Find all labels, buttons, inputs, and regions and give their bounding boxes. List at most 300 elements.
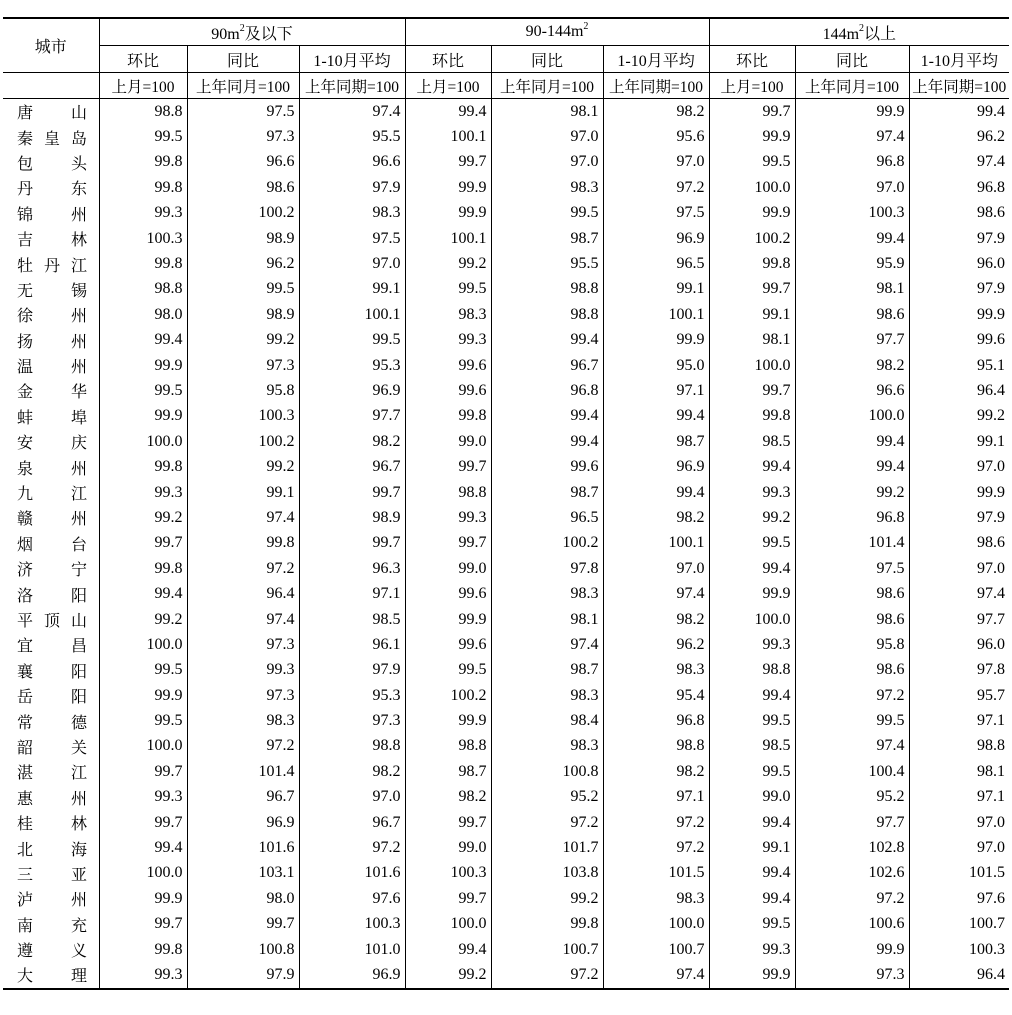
value-cell: 97.0 <box>299 785 405 810</box>
city-name-char: 徐 <box>17 308 34 326</box>
value-cell: 99.4 <box>405 937 491 962</box>
value-cell: 99.0 <box>405 556 491 581</box>
value-cell: 96.6 <box>299 150 405 175</box>
value-cell: 97.9 <box>909 226 1009 251</box>
city-cell <box>3 505 99 530</box>
city-name-char: 江 <box>70 486 87 504</box>
value-cell: 97.4 <box>795 734 909 759</box>
city-cell <box>3 378 99 403</box>
value-cell: 98.8 <box>99 277 187 302</box>
value-cell: 100.1 <box>603 302 709 327</box>
value-cell: 99.1 <box>709 835 795 860</box>
value-cell: 98.6 <box>795 607 909 632</box>
table-row <box>3 251 1009 276</box>
value-cell: 97.2 <box>795 683 909 708</box>
value-cell: 99.2 <box>909 404 1009 429</box>
value-cell: 99.2 <box>491 886 603 911</box>
city-name-char: 温 <box>17 359 34 377</box>
value-cell: 100.0 <box>709 607 795 632</box>
value-cell: 100.2 <box>491 531 603 556</box>
table-row <box>3 759 1009 784</box>
value-cell: 99.4 <box>491 328 603 353</box>
table-row <box>3 708 1009 733</box>
city-cell <box>3 480 99 505</box>
value-cell: 99.7 <box>709 378 795 403</box>
base-header: 上月=100 <box>405 73 491 99</box>
table-row <box>3 658 1009 683</box>
value-cell: 99.5 <box>299 328 405 353</box>
table-row <box>3 480 1009 505</box>
value-cell: 96.2 <box>603 632 709 657</box>
city-name-char: 林 <box>70 816 87 834</box>
value-cell: 103.1 <box>187 861 299 886</box>
table-row <box>3 404 1009 429</box>
value-cell: 96.2 <box>187 251 299 276</box>
city-cell <box>3 251 99 276</box>
table-row <box>3 810 1009 835</box>
value-cell: 97.4 <box>909 581 1009 606</box>
value-cell: 100.0 <box>709 353 795 378</box>
value-cell: 98.6 <box>909 531 1009 556</box>
value-cell: 96.9 <box>603 226 709 251</box>
value-cell: 99.4 <box>909 99 1009 125</box>
value-cell: 98.6 <box>795 658 909 683</box>
value-cell: 99.4 <box>491 404 603 429</box>
value-cell: 100.2 <box>187 201 299 226</box>
value-cell: 98.8 <box>491 277 603 302</box>
city-name-char: 吉 <box>17 232 34 250</box>
value-cell: 97.7 <box>909 607 1009 632</box>
value-cell: 97.2 <box>491 962 603 988</box>
value-cell: 95.7 <box>909 683 1009 708</box>
city-cell <box>3 835 99 860</box>
city-name-char: 三 <box>17 866 34 884</box>
city-cell <box>3 429 99 454</box>
value-cell: 99.7 <box>299 480 405 505</box>
value-cell: 97.4 <box>187 607 299 632</box>
value-cell: 97.0 <box>909 454 1009 479</box>
value-cell: 96.9 <box>299 378 405 403</box>
value-cell: 97.4 <box>491 632 603 657</box>
value-cell: 97.3 <box>187 124 299 149</box>
city-cell <box>3 912 99 937</box>
metric-header: 同比 <box>491 46 603 73</box>
value-cell: 99.4 <box>709 886 795 911</box>
city-cell <box>3 404 99 429</box>
value-cell: 97.1 <box>909 785 1009 810</box>
value-cell: 99.5 <box>709 531 795 556</box>
value-cell: 101.4 <box>795 531 909 556</box>
value-cell: 99.4 <box>405 99 491 125</box>
value-cell: 99.9 <box>709 962 795 988</box>
value-cell: 99.2 <box>99 505 187 530</box>
value-cell: 96.4 <box>187 581 299 606</box>
metric-header: 同比 <box>187 46 299 73</box>
value-cell: 98.8 <box>491 302 603 327</box>
value-cell: 99.4 <box>795 429 909 454</box>
value-cell: 97.2 <box>603 175 709 200</box>
value-cell: 99.9 <box>709 581 795 606</box>
value-cell: 99.7 <box>709 277 795 302</box>
city-name-char: 阳 <box>70 689 87 707</box>
value-cell: 99.9 <box>405 175 491 200</box>
value-cell: 100.0 <box>99 861 187 886</box>
value-cell: 99.8 <box>709 251 795 276</box>
value-cell: 99.5 <box>99 658 187 683</box>
value-cell: 97.5 <box>795 556 909 581</box>
city-name-char: 牡 <box>17 257 34 275</box>
metric-header: 环比 <box>709 46 795 73</box>
value-cell: 97.9 <box>299 175 405 200</box>
value-cell: 97.4 <box>603 962 709 988</box>
value-cell: 100.1 <box>405 124 491 149</box>
value-cell: 100.0 <box>99 632 187 657</box>
value-cell: 101.5 <box>603 861 709 886</box>
value-cell: 100.3 <box>187 404 299 429</box>
table-container <box>3 17 1009 990</box>
value-cell: 98.3 <box>603 886 709 911</box>
value-cell: 99.3 <box>99 201 187 226</box>
value-cell: 97.3 <box>299 708 405 733</box>
value-cell: 99.4 <box>99 328 187 353</box>
city-cell <box>3 175 99 200</box>
value-cell: 96.7 <box>299 454 405 479</box>
city-name-char: 丹 <box>17 181 34 199</box>
value-cell: 97.5 <box>187 99 299 125</box>
value-cell: 99.4 <box>795 226 909 251</box>
value-cell: 99.0 <box>709 785 795 810</box>
base-header: 上月=100 <box>99 73 187 99</box>
value-cell: 99.0 <box>405 429 491 454</box>
value-cell: 99.8 <box>491 912 603 937</box>
city-name-char: 顶 <box>43 613 60 630</box>
value-cell: 97.4 <box>187 505 299 530</box>
value-cell: 98.7 <box>603 429 709 454</box>
value-cell: 99.3 <box>99 785 187 810</box>
value-cell: 97.0 <box>603 150 709 175</box>
value-cell: 98.0 <box>187 886 299 911</box>
value-cell: 99.6 <box>405 378 491 403</box>
value-cell: 99.1 <box>187 480 299 505</box>
value-cell: 96.9 <box>603 454 709 479</box>
city-name-char: 烟 <box>17 536 34 554</box>
city-name-char: 海 <box>70 841 87 859</box>
value-cell: 99.4 <box>795 454 909 479</box>
city-name-char: 阳 <box>70 663 87 681</box>
city-name-char: 赣 <box>17 511 34 529</box>
value-cell: 99.7 <box>99 759 187 784</box>
value-cell: 101.4 <box>187 759 299 784</box>
city-cell <box>3 99 99 125</box>
value-cell: 100.2 <box>405 683 491 708</box>
table-header <box>3 18 1009 99</box>
value-cell: 100.3 <box>99 226 187 251</box>
city-name-char: 州 <box>70 359 87 377</box>
value-cell: 96.7 <box>299 810 405 835</box>
city-cell <box>3 277 99 302</box>
value-cell: 97.8 <box>491 556 603 581</box>
metric-header: 环比 <box>99 46 187 73</box>
value-cell: 96.8 <box>795 505 909 530</box>
value-cell: 98.1 <box>795 277 909 302</box>
value-cell: 100.0 <box>603 912 709 937</box>
value-cell: 98.3 <box>491 581 603 606</box>
city-name-char: 州 <box>70 511 87 529</box>
value-cell: 97.3 <box>187 353 299 378</box>
value-cell: 97.4 <box>603 581 709 606</box>
value-cell: 97.5 <box>299 226 405 251</box>
table-row <box>3 328 1009 353</box>
table-row <box>3 454 1009 479</box>
table-row <box>3 785 1009 810</box>
city-name-char: 襄 <box>17 663 34 681</box>
value-cell: 98.8 <box>405 734 491 759</box>
value-cell: 99.5 <box>99 124 187 149</box>
value-cell: 100.7 <box>603 937 709 962</box>
value-cell: 95.4 <box>603 683 709 708</box>
value-cell: 97.1 <box>603 378 709 403</box>
table-row <box>3 861 1009 886</box>
value-cell: 98.2 <box>603 607 709 632</box>
city-name-char: 宜 <box>17 638 34 656</box>
value-cell: 101.6 <box>187 835 299 860</box>
value-cell: 100.3 <box>405 861 491 886</box>
city-name-char: 湛 <box>17 765 34 783</box>
table-row <box>3 581 1009 606</box>
table-row <box>3 226 1009 251</box>
value-cell: 96.4 <box>909 378 1009 403</box>
value-cell: 99.6 <box>491 454 603 479</box>
value-cell: 101.5 <box>909 861 1009 886</box>
city-name-char: 头 <box>70 155 87 173</box>
value-cell: 100.0 <box>795 404 909 429</box>
value-cell: 99.4 <box>709 810 795 835</box>
city-name-char: 关 <box>70 739 87 757</box>
base-header: 上年同期=100 <box>299 73 405 99</box>
city-cell <box>3 785 99 810</box>
value-cell: 99.2 <box>709 505 795 530</box>
value-cell: 100.3 <box>299 912 405 937</box>
value-cell: 99.1 <box>909 429 1009 454</box>
value-cell: 100.2 <box>187 429 299 454</box>
value-cell: 98.7 <box>491 658 603 683</box>
city-cell <box>3 962 99 988</box>
value-cell: 99.9 <box>405 201 491 226</box>
value-cell: 96.3 <box>299 556 405 581</box>
value-cell: 101.7 <box>491 835 603 860</box>
value-cell: 99.7 <box>405 886 491 911</box>
city-cell <box>3 150 99 175</box>
base-header: 上年同月=100 <box>491 73 603 99</box>
city-name-char: 桂 <box>17 816 34 834</box>
table-row <box>3 531 1009 556</box>
value-cell: 95.8 <box>795 632 909 657</box>
city-name-char: 江 <box>70 765 87 783</box>
city-name-char: 德 <box>70 714 87 732</box>
value-cell: 96.6 <box>795 378 909 403</box>
value-cell: 96.0 <box>909 251 1009 276</box>
value-cell: 99.8 <box>709 404 795 429</box>
value-cell: 96.8 <box>603 708 709 733</box>
value-cell: 99.9 <box>909 302 1009 327</box>
value-cell: 99.2 <box>405 962 491 988</box>
city-name-char: 惠 <box>17 790 34 808</box>
value-cell: 99.3 <box>99 962 187 988</box>
value-cell: 99.7 <box>99 810 187 835</box>
value-cell: 96.4 <box>909 962 1009 988</box>
value-cell: 98.3 <box>187 708 299 733</box>
base-header: 上月=100 <box>709 73 795 99</box>
value-cell: 99.6 <box>405 353 491 378</box>
value-cell: 98.7 <box>405 759 491 784</box>
city-name-char: 锦 <box>17 206 34 224</box>
value-cell: 99.5 <box>405 277 491 302</box>
city-name-char: 林 <box>70 232 87 250</box>
value-cell: 99.9 <box>909 480 1009 505</box>
value-cell: 96.2 <box>909 124 1009 149</box>
value-cell: 98.6 <box>795 581 909 606</box>
city-cell <box>3 531 99 556</box>
value-cell: 98.6 <box>187 175 299 200</box>
city-name-char: 山 <box>70 105 87 123</box>
city-name-char: 北 <box>17 841 34 859</box>
metric-header: 环比 <box>405 46 491 73</box>
value-cell: 99.6 <box>909 328 1009 353</box>
value-cell: 98.3 <box>491 734 603 759</box>
value-cell: 97.2 <box>187 556 299 581</box>
city-cell <box>3 328 99 353</box>
value-cell: 98.1 <box>491 607 603 632</box>
city-name-char: 大 <box>17 968 34 986</box>
value-cell: 99.5 <box>709 150 795 175</box>
city-name-char: 常 <box>17 714 34 732</box>
value-cell: 99.5 <box>99 378 187 403</box>
city-cell <box>3 632 99 657</box>
table-row <box>3 429 1009 454</box>
value-cell: 97.0 <box>909 556 1009 581</box>
city-name-char: 韶 <box>17 739 34 757</box>
value-cell: 99.8 <box>187 531 299 556</box>
value-cell: 98.3 <box>299 201 405 226</box>
city-cell <box>3 581 99 606</box>
value-cell: 98.1 <box>709 328 795 353</box>
metric-header-row <box>3 46 1009 73</box>
base-header: 上年同月=100 <box>795 73 909 99</box>
value-cell: 97.0 <box>909 810 1009 835</box>
value-cell: 98.6 <box>795 302 909 327</box>
value-cell: 97.0 <box>603 556 709 581</box>
value-cell: 99.9 <box>795 937 909 962</box>
table-row <box>3 124 1009 149</box>
value-cell: 99.4 <box>99 835 187 860</box>
value-cell: 99.4 <box>491 429 603 454</box>
table-row <box>3 937 1009 962</box>
city-cell <box>3 226 99 251</box>
table-row <box>3 556 1009 581</box>
value-cell: 97.4 <box>909 150 1009 175</box>
value-cell: 99.2 <box>795 480 909 505</box>
city-name-char: 东 <box>70 181 87 199</box>
value-cell: 97.0 <box>795 175 909 200</box>
value-cell: 100.0 <box>709 175 795 200</box>
group-header-small: $90m^2$及以下 <box>99 18 405 46</box>
table-row <box>3 505 1009 530</box>
value-cell: 98.3 <box>405 302 491 327</box>
value-cell: 100.7 <box>491 937 603 962</box>
value-cell: 98.3 <box>491 175 603 200</box>
city-cell <box>3 683 99 708</box>
value-cell: 97.8 <box>909 658 1009 683</box>
value-cell: 98.2 <box>299 429 405 454</box>
value-cell: 98.7 <box>491 480 603 505</box>
city-cell <box>3 556 99 581</box>
city-name-char: 金 <box>17 384 34 402</box>
value-cell: 98.8 <box>99 99 187 125</box>
value-cell: 99.8 <box>99 937 187 962</box>
value-cell: 98.1 <box>909 759 1009 784</box>
value-cell: 99.1 <box>299 277 405 302</box>
value-cell: 97.3 <box>795 962 909 988</box>
city-name-char: 义 <box>70 943 87 961</box>
value-cell: 97.2 <box>187 734 299 759</box>
city-name-char: 宁 <box>70 562 87 580</box>
value-cell: 100.4 <box>795 759 909 784</box>
group-header-large: $144m^2$以上 <box>709 18 1009 46</box>
city-name-char: 泸 <box>17 892 34 910</box>
city-name-char: 泉 <box>17 460 34 478</box>
value-cell: 98.2 <box>603 759 709 784</box>
city-header-spacer <box>3 73 99 99</box>
value-cell: 98.5 <box>299 607 405 632</box>
value-cell: 97.1 <box>909 708 1009 733</box>
value-cell: 100.6 <box>795 912 909 937</box>
value-cell: 97.6 <box>299 886 405 911</box>
city-name-char: 安 <box>17 435 34 453</box>
value-cell: 99.5 <box>187 277 299 302</box>
value-cell: 99.2 <box>187 454 299 479</box>
value-cell: 100.2 <box>709 226 795 251</box>
city-name-char: 唐 <box>17 105 34 123</box>
table-row <box>3 201 1009 226</box>
table-row <box>3 99 1009 125</box>
value-cell: 99.9 <box>603 328 709 353</box>
value-cell: 97.4 <box>299 99 405 125</box>
value-cell: 98.6 <box>909 201 1009 226</box>
value-cell: 97.2 <box>795 886 909 911</box>
value-cell: 98.9 <box>187 226 299 251</box>
value-cell: 96.7 <box>491 353 603 378</box>
value-cell: 97.4 <box>795 124 909 149</box>
value-cell: 97.7 <box>795 810 909 835</box>
value-cell: 99.5 <box>795 708 909 733</box>
value-cell: 98.9 <box>187 302 299 327</box>
city-name-char: 州 <box>70 333 87 351</box>
value-cell: 98.0 <box>99 302 187 327</box>
table-row <box>3 302 1009 327</box>
city-name-char: 州 <box>70 460 87 478</box>
value-cell: 99.6 <box>405 581 491 606</box>
value-cell: 99.7 <box>99 531 187 556</box>
city-cell <box>3 607 99 632</box>
value-cell: 99.9 <box>709 201 795 226</box>
city-cell <box>3 302 99 327</box>
value-cell: 97.9 <box>909 505 1009 530</box>
value-cell: 95.5 <box>491 251 603 276</box>
value-cell: 97.9 <box>299 658 405 683</box>
value-cell: 99.5 <box>709 912 795 937</box>
table-row <box>3 912 1009 937</box>
city-name-char: 庆 <box>70 435 87 453</box>
